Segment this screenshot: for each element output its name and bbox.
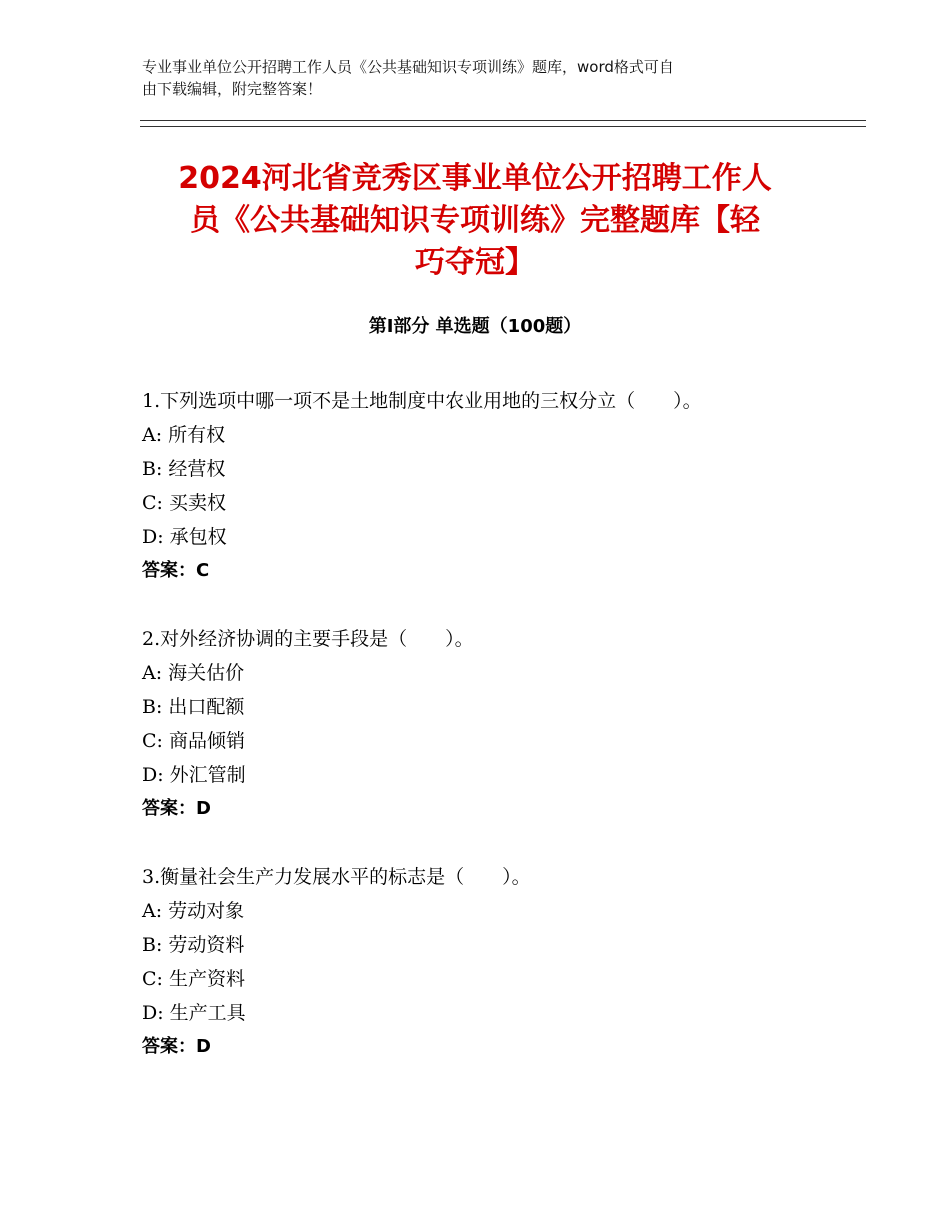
question-3 bbox=[142, 860, 842, 1064]
option-d: D: 承包权 bbox=[142, 526, 227, 548]
answer: 答案：C bbox=[142, 560, 210, 581]
question-2 bbox=[142, 622, 842, 826]
answer: 答案：D bbox=[142, 798, 211, 819]
option-b: B: 经营权 bbox=[142, 458, 226, 480]
option-c: C: 商品倾销 bbox=[142, 730, 245, 752]
question-list bbox=[142, 384, 842, 1098]
document-title bbox=[120, 158, 830, 284]
header-line-2: 由下载编辑，附完整答案！ bbox=[142, 80, 323, 98]
section-heading: 第Ⅰ部分 单选题（100题） bbox=[368, 316, 582, 337]
option-a: A: 所有权 bbox=[142, 424, 226, 446]
title-line-3: 巧夺冠】 bbox=[415, 245, 535, 280]
question-stem: 1.下列选项中哪一项不是土地制度中农业用地的三权分立（ ）。 bbox=[142, 390, 702, 412]
option-d: D: 生产工具 bbox=[142, 1002, 246, 1024]
option-a: A: 海关估价 bbox=[142, 662, 245, 684]
question-stem: 3.衡量社会生产力发展水平的标志是（ ）。 bbox=[142, 866, 531, 888]
question-1 bbox=[142, 384, 842, 588]
option-b: B: 劳动资料 bbox=[142, 934, 245, 956]
question-stem: 2.对外经济协调的主要手段是（ ）。 bbox=[142, 628, 474, 650]
option-d: D: 外汇管制 bbox=[142, 764, 246, 786]
option-a: A: 劳动对象 bbox=[142, 900, 245, 922]
title-line-2: 员《公共基础知识专项训练》完整题库【轻 bbox=[190, 203, 760, 238]
header-line-1: 专业事业单位公开招聘工作人员《公共基础知识专项训练》题库，word格式可自 bbox=[142, 58, 674, 76]
title-line-1: 2024河北省竞秀区事业单位公开招聘工作人 bbox=[178, 161, 772, 196]
header-divider bbox=[140, 120, 866, 127]
answer: 答案：D bbox=[142, 1036, 211, 1057]
option-c: C: 生产资料 bbox=[142, 968, 245, 990]
page-header bbox=[142, 56, 802, 100]
option-b: B: 出口配额 bbox=[142, 696, 245, 718]
option-c: C: 买卖权 bbox=[142, 492, 226, 514]
